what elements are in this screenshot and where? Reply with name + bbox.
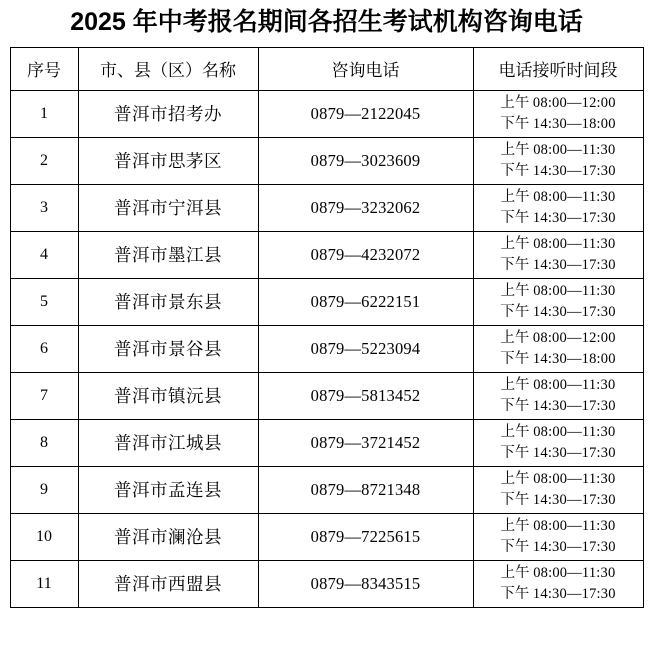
- cell-time: [473, 325, 643, 372]
- cell-name: 普洱市孟连县: [78, 466, 258, 513]
- time-label-afternoon: 下午: [500, 162, 530, 179]
- time-line-afternoon: [474, 255, 643, 276]
- table-row: [10, 90, 643, 137]
- time-range-morning: 08:00—11:30: [533, 188, 616, 205]
- cell-seq: 7: [10, 372, 78, 419]
- time-label-afternoon: 下午: [500, 585, 530, 602]
- time-range-afternoon: 14:30—18:00: [532, 350, 616, 367]
- time-label-morning: 上午: [500, 517, 530, 534]
- time-range-afternoon: 14:30—17:30: [532, 256, 616, 273]
- time-range-morning: 08:00—12:00: [532, 94, 616, 111]
- time-line-afternoon: [474, 349, 643, 370]
- time-label-morning: 上午: [500, 470, 530, 487]
- time-line-afternoon: [474, 161, 643, 182]
- column-header-phone: 咨询电话: [258, 47, 473, 90]
- cell-seq: 5: [10, 278, 78, 325]
- time-label-afternoon: 下午: [500, 256, 530, 273]
- table-header: [10, 47, 643, 90]
- time-range-afternoon: 14:30—17:30: [532, 538, 616, 555]
- time-range-afternoon: 14:30—17:30: [532, 491, 616, 508]
- cell-seq: 6: [10, 325, 78, 372]
- time-range-afternoon: 14:30—17:30: [532, 585, 616, 602]
- cell-time: [473, 90, 643, 137]
- time-line-morning: [474, 422, 643, 443]
- time-line-afternoon: [474, 584, 643, 605]
- time-range-morning: 08:00—11:30: [533, 141, 616, 158]
- time-range-morning: 08:00—11:30: [533, 470, 616, 487]
- time-label-morning: 上午: [500, 94, 530, 111]
- cell-time: [473, 137, 643, 184]
- cell-seq: 1: [10, 90, 78, 137]
- time-range-afternoon: 14:30—17:30: [532, 162, 616, 179]
- time-range-morning: 08:00—11:30: [533, 282, 616, 299]
- cell-seq: 4: [10, 231, 78, 278]
- time-label-morning: 上午: [500, 141, 530, 158]
- cell-name: 普洱市澜沧县: [78, 513, 258, 560]
- time-label-afternoon: 下午: [500, 538, 530, 555]
- time-line-morning: [474, 93, 643, 114]
- column-header-time: 电话接听时间段: [473, 47, 643, 90]
- time-line-afternoon: [474, 537, 643, 558]
- cell-name: 普洱市招考办: [78, 90, 258, 137]
- cell-name: 普洱市江城县: [78, 419, 258, 466]
- table-row: [10, 419, 643, 466]
- table-row: [10, 137, 643, 184]
- page-title: 2025 年中考报名期间各招生考试机构咨询电话: [70, 8, 583, 36]
- cell-time: [473, 184, 643, 231]
- time-range-afternoon: 14:30—18:00: [532, 115, 616, 132]
- table-row: [10, 372, 643, 419]
- time-label-morning: 上午: [500, 564, 530, 581]
- time-range-morning: 08:00—11:30: [533, 235, 616, 252]
- cell-phone: 0879—8343515: [258, 560, 473, 607]
- cell-time: [473, 560, 643, 607]
- time-line-morning: [474, 281, 643, 302]
- cell-time: [473, 278, 643, 325]
- time-label-morning: 上午: [500, 423, 530, 440]
- time-label-morning: 上午: [500, 235, 530, 252]
- cell-time: [473, 419, 643, 466]
- cell-time: [473, 231, 643, 278]
- table-header-row: [10, 47, 643, 90]
- cell-phone: 0879—4232072: [258, 231, 473, 278]
- time-range-afternoon: 14:30—17:30: [532, 209, 616, 226]
- table-row: [10, 466, 643, 513]
- table-row: [10, 231, 643, 278]
- time-label-afternoon: 下午: [500, 444, 530, 461]
- cell-name: 普洱市思茅区: [78, 137, 258, 184]
- time-range-morning: 08:00—11:30: [533, 517, 616, 534]
- time-range-afternoon: 14:30—17:30: [532, 303, 616, 320]
- cell-name: 普洱市宁洱县: [78, 184, 258, 231]
- column-header-seq: 序号: [10, 47, 78, 90]
- cell-seq: 3: [10, 184, 78, 231]
- time-line-morning: [474, 234, 643, 255]
- time-line-afternoon: [474, 114, 643, 135]
- time-line-morning: [474, 375, 643, 396]
- time-line-afternoon: [474, 208, 643, 229]
- cell-seq: 9: [10, 466, 78, 513]
- cell-seq: 11: [10, 560, 78, 607]
- time-label-morning: 上午: [500, 329, 530, 346]
- time-range-afternoon: 14:30—17:30: [532, 444, 616, 461]
- cell-phone: 0879—3232062: [258, 184, 473, 231]
- time-line-afternoon: [474, 302, 643, 323]
- time-line-morning: [474, 140, 643, 161]
- cell-seq: 8: [10, 419, 78, 466]
- cell-time: [473, 372, 643, 419]
- table-row: [10, 325, 643, 372]
- time-line-afternoon: [474, 443, 643, 464]
- time-line-morning: [474, 469, 643, 490]
- cell-seq: 10: [10, 513, 78, 560]
- cell-name: 普洱市景谷县: [78, 325, 258, 372]
- time-label-afternoon: 下午: [500, 209, 530, 226]
- cell-name: 普洱市西盟县: [78, 560, 258, 607]
- time-range-afternoon: 14:30—17:30: [532, 397, 616, 414]
- cell-phone: 0879—3721452: [258, 419, 473, 466]
- column-header-name: 市、县（区）名称: [78, 47, 258, 90]
- time-label-morning: 上午: [500, 188, 530, 205]
- consultation-phone-table: [10, 47, 644, 608]
- time-range-morning: 08:00—11:30: [533, 376, 616, 393]
- cell-name: 普洱市景东县: [78, 278, 258, 325]
- table-body: [10, 90, 643, 607]
- time-line-afternoon: [474, 396, 643, 417]
- time-line-morning: [474, 563, 643, 584]
- table-row: [10, 278, 643, 325]
- cell-phone: 0879—5223094: [258, 325, 473, 372]
- time-line-morning: [474, 187, 643, 208]
- cell-phone: 0879—8721348: [258, 466, 473, 513]
- table-row: [10, 513, 643, 560]
- time-label-afternoon: 下午: [500, 350, 530, 367]
- cell-phone: 0879—7225615: [258, 513, 473, 560]
- time-line-morning: [474, 516, 643, 537]
- cell-name: 普洱市镇沅县: [78, 372, 258, 419]
- cell-phone: 0879—5813452: [258, 372, 473, 419]
- cell-seq: 2: [10, 137, 78, 184]
- cell-time: [473, 466, 643, 513]
- cell-phone: 0879—6222151: [258, 278, 473, 325]
- time-label-afternoon: 下午: [500, 397, 530, 414]
- time-label-morning: 上午: [500, 282, 530, 299]
- time-range-morning: 08:00—11:30: [533, 564, 616, 581]
- cell-phone: 0879—2122045: [258, 90, 473, 137]
- time-line-afternoon: [474, 490, 643, 511]
- time-label-afternoon: 下午: [500, 115, 530, 132]
- time-range-morning: 08:00—11:30: [533, 423, 616, 440]
- table-row: [10, 184, 643, 231]
- time-line-morning: [474, 328, 643, 349]
- time-label-afternoon: 下午: [500, 303, 530, 320]
- cell-time: [473, 513, 643, 560]
- time-range-morning: 08:00—12:00: [532, 329, 616, 346]
- cell-phone: 0879—3023609: [258, 137, 473, 184]
- table-row: [10, 560, 643, 607]
- time-label-morning: 上午: [500, 376, 530, 393]
- cell-name: 普洱市墨江县: [78, 231, 258, 278]
- time-label-afternoon: 下午: [500, 491, 530, 508]
